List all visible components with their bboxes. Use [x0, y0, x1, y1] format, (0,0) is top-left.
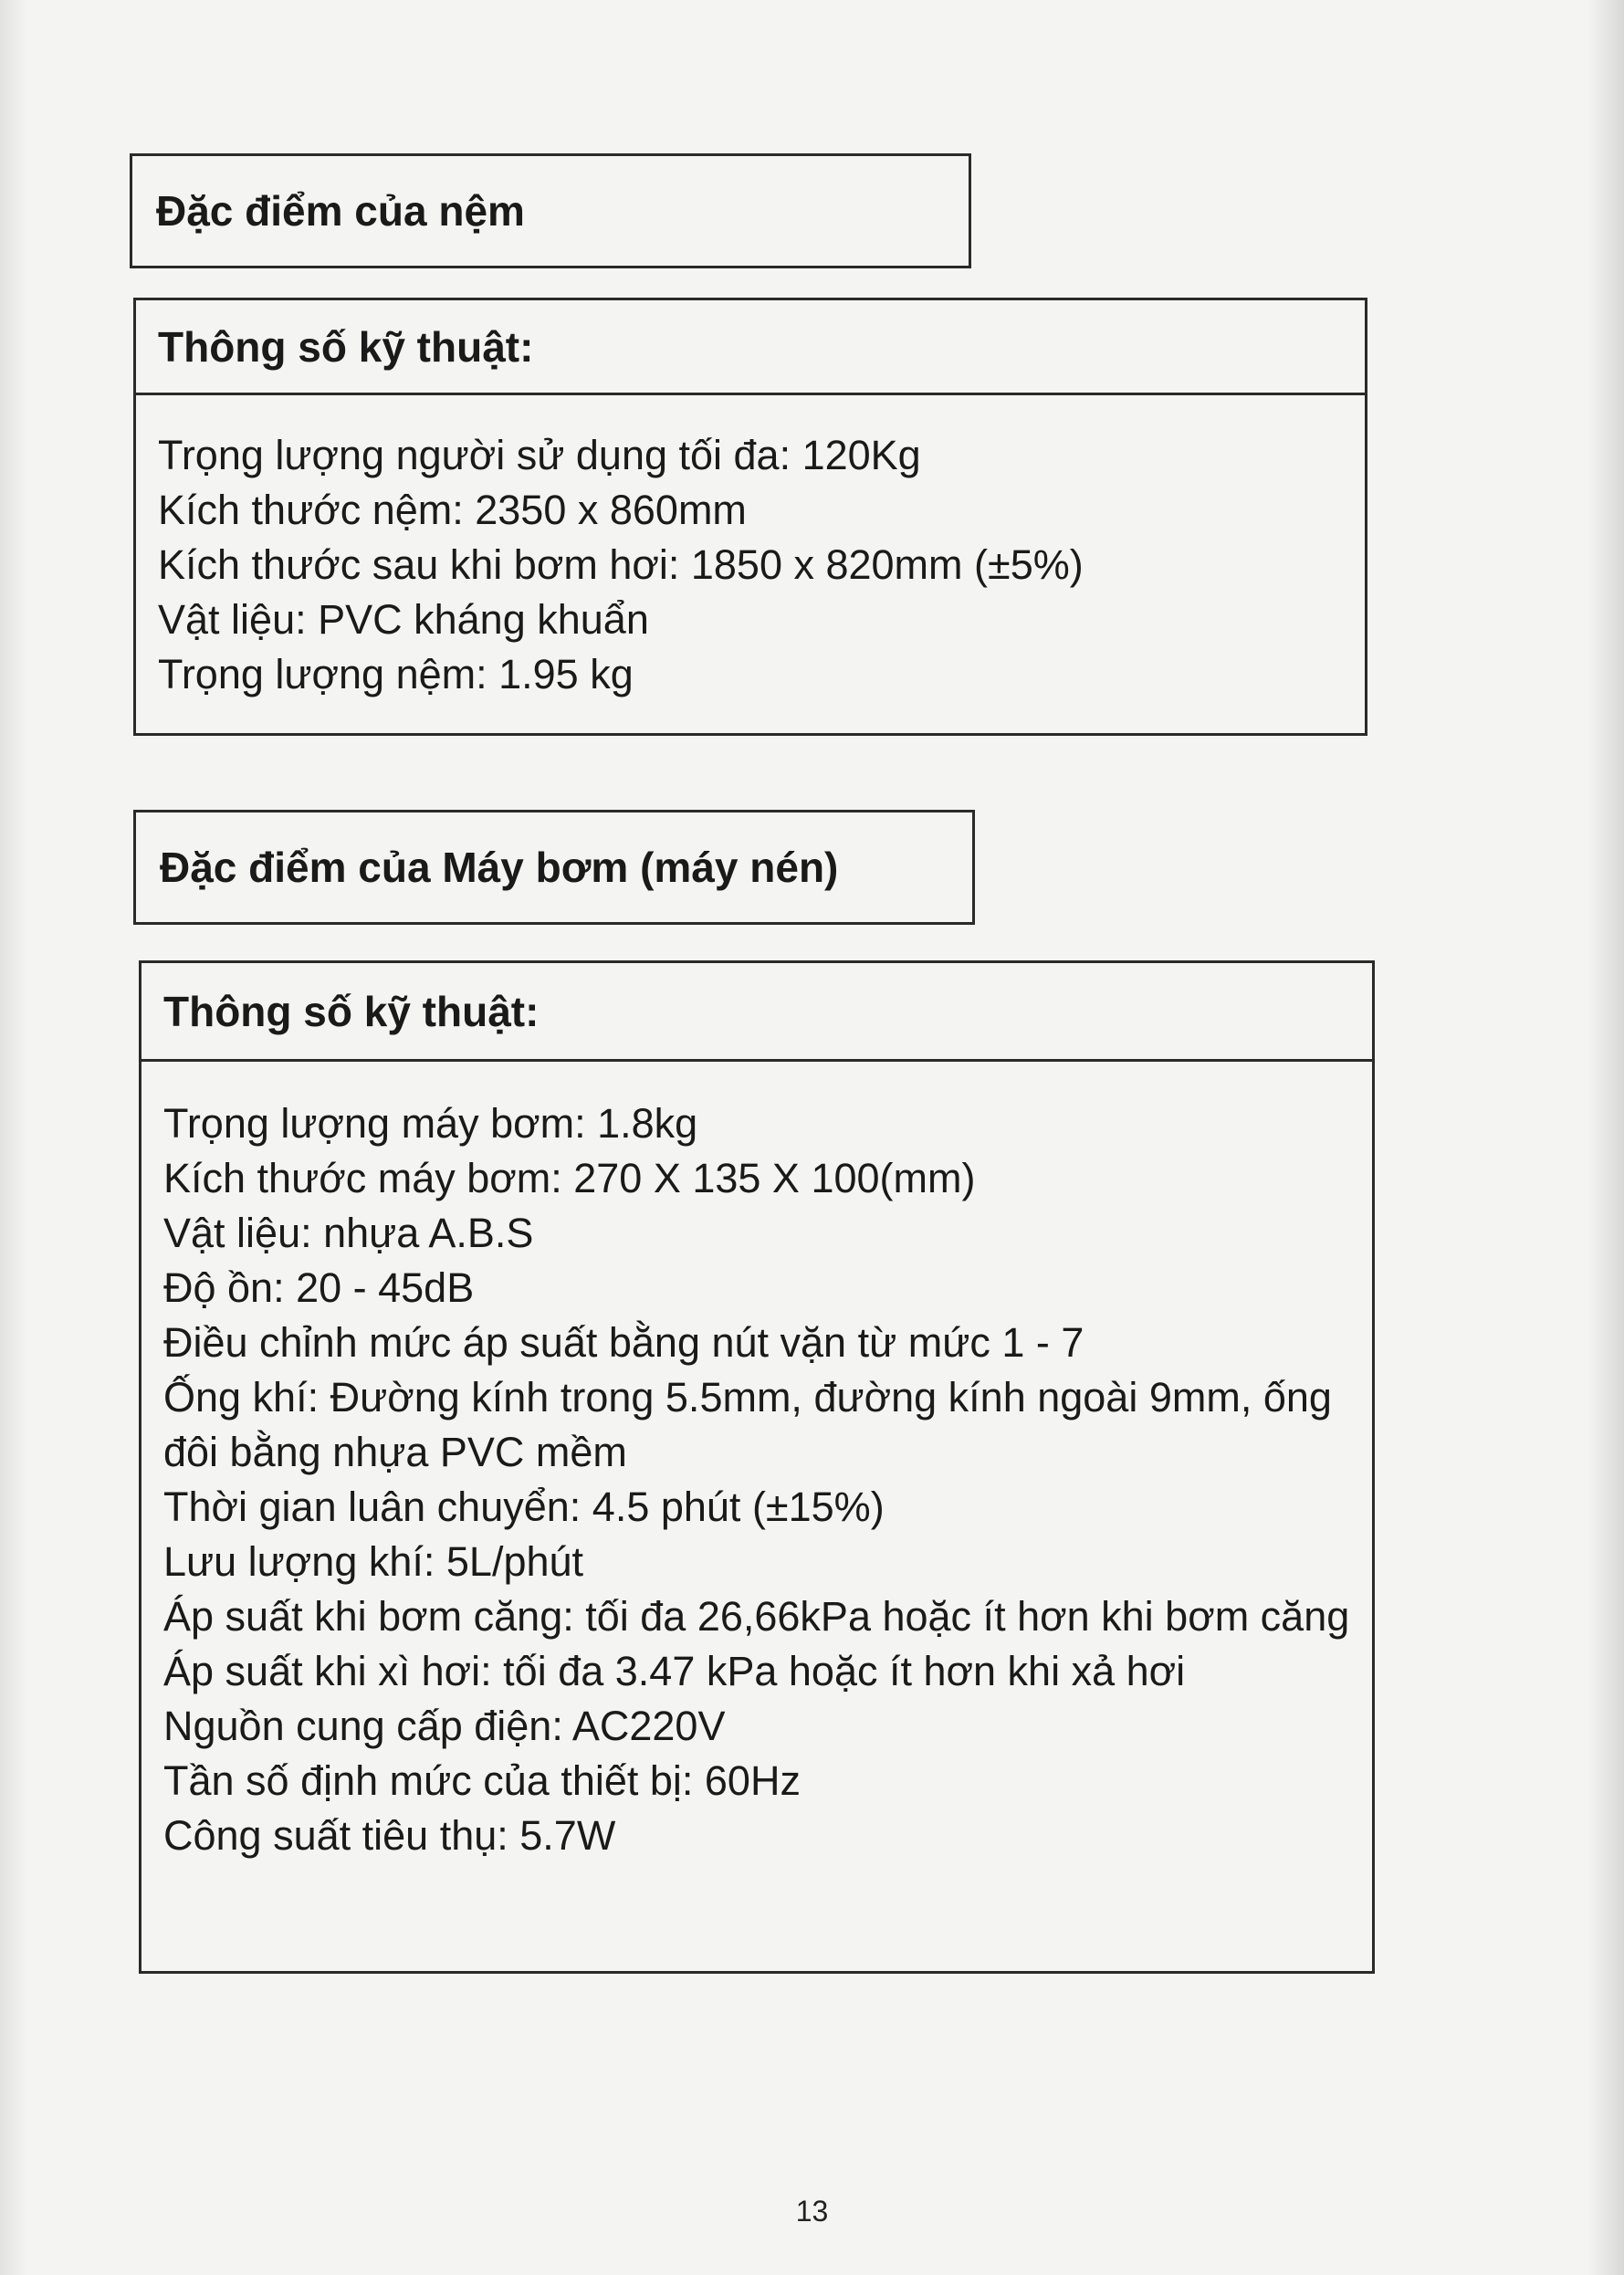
page-number: 13	[795, 2195, 829, 2228]
page-edge-right	[1587, 0, 1624, 2275]
pump-spec-item: Điều chỉnh mức áp suất bằng nút vặn từ mức 1 - 7	[163, 1319, 1084, 1366]
pump-spec-item: Tần số định mức của thiết bị: 60Hz	[163, 1757, 801, 1804]
mattress-spec-list	[136, 395, 1365, 702]
pump-spec-item: Áp suất khi xì hơi: tối đa 3.47 kPa hoặc ít hơn khi xả hơi	[163, 1648, 1186, 1694]
pump-spec-item: Lưu lượng khí: 5L/phút	[163, 1538, 584, 1585]
mattress-specs-box	[133, 298, 1367, 736]
pump-spec-heading: Thông số kỹ thuật:	[141, 963, 1372, 1062]
pump-spec-item: Trọng lượng máy bơm: 1.8kg	[163, 1100, 698, 1147]
pump-spec-item: Công suất tiêu thụ: 5.7W	[163, 1812, 616, 1859]
mattress-spec-item: Kích thước nệm: 2350 x 860mm	[158, 487, 747, 533]
mattress-section-title-text: Đặc điểm của nệm	[156, 187, 525, 235]
pump-specs-box	[139, 960, 1375, 1974]
pump-spec-item: Độ ồn: 20 - 45dB	[163, 1264, 475, 1311]
mattress-spec-item: Kích thước sau khi bơm hơi: 1850 x 820mm (±5%)	[158, 541, 1084, 588]
mattress-spec-item: Trọng lượng người sử dụng tối đa: 120Kg	[158, 432, 921, 478]
pump-spec-item: Kích thước máy bơm: 270 X 135 X 100(mm)	[163, 1155, 976, 1201]
mattress-spec-item: Vật liệu: PVC kháng khuẩn	[158, 596, 649, 643]
pump-spec-item: Ống khí: Đường kính trong 5.5mm, đường kính ngoài 9mm, ống đôi bằng nhựa PVC mềm	[163, 1374, 1332, 1475]
pump-spec-list	[141, 1062, 1372, 1863]
pump-spec-item: Nguồn cung cấp điện: AC220V	[163, 1703, 726, 1749]
mattress-spec-item: Trọng lượng nệm: 1.95 kg	[158, 651, 634, 697]
mattress-section-title	[130, 153, 971, 268]
mattress-spec-heading: Thông số kỹ thuật:	[136, 300, 1365, 395]
pump-spec-item: Thời gian luân chuyển: 4.5 phút (±15%)	[163, 1483, 885, 1530]
page-edge-left	[0, 0, 27, 2275]
pump-section-title-text: Đặc điểm của Máy bơm (máy nén)	[160, 844, 839, 891]
pump-spec-item: Vật liệu: nhựa A.B.S	[163, 1210, 534, 1256]
pump-spec-item: Áp suất khi bơm căng: tối đa 26,66kPa hoặc ít hơn khi bơm căng	[163, 1593, 1350, 1640]
pump-section-title	[133, 810, 975, 925]
